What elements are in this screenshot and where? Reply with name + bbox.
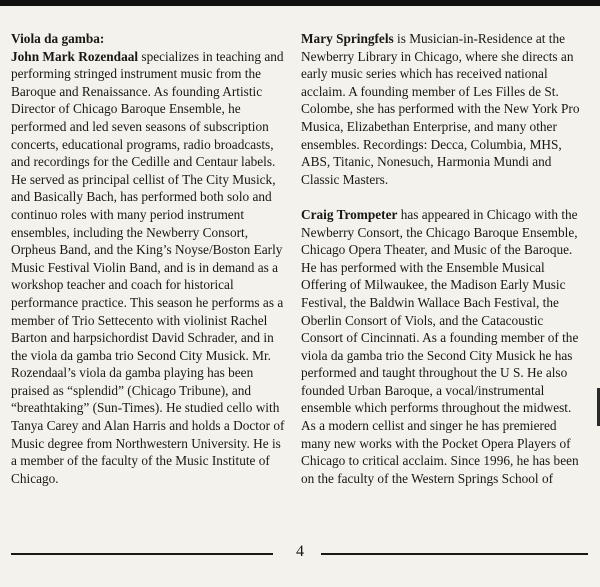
- bio-trompeter: [301, 206, 588, 488]
- bio-name: Mary Springfels: [301, 31, 394, 46]
- bio-rozendaal: [11, 30, 288, 487]
- bio-name: John Mark Rozendaal: [11, 48, 139, 64]
- page-footer: [0, 541, 600, 565]
- bio-name: Craig Trompeter: [301, 206, 398, 222]
- footer-rule-right: [321, 553, 588, 555]
- left-column: [11, 30, 288, 487]
- page-number: 4: [296, 543, 304, 560]
- top-border: [0, 0, 600, 6]
- section-heading: Viola da gamba:: [11, 31, 105, 46]
- bio-springfels: [301, 30, 588, 188]
- bio-text: is Musician-in-Residence at the Newberry Library in Chicago, where she directs an early music series which has received national acclaim. A founding member of Les Filles de St. Colombe, she has performed with the New York Pro Musica, Elizabethan Enterprise, and many other ensembles. Recordings: Decca, Columbia, MHS, ABS, Titanic, Nonesuch, Harmonia Mundi and Classic Masters.: [301, 31, 580, 187]
- bio-text: specializes in teaching and performing stringed instrument music from the Baroque and Renaissance. As founding Artistic Director of Chicago Baroque Ensemble, he performed and led seven seasons of subscription concerts, educational programs, radio broadcasts, and recordings for the Cedille and Centaur labels. He served as principal cellist of The City Musick, and Basically Bach, has performed both solo and continuo roles with many period instrument ensembles, including the Newberry Consort, Orpheus Band, and the King’s Noyse/Boston Early Music Festival Violin Band, and is in demand as a workshop teacher and coach for historical performance practice. This season he performs as a member of Trio Settecento with violinist Rachel Barton and harpsichordist David Schrader, and in the viola da gamba trio Second City Musick. Mr. Rozendaal’s viola da gamba playing has been praised as “splendid” (Chicago Tribune), and “breathtaking” (Sun-Times). He studied cello with Tanya Carey and Alan Harris and holds a Doctor of Music degree from Northwestern University. He is a member of the faculty of the Music Institute of Chicago.: [11, 48, 285, 486]
- bio-text: has appeared in Chicago with the Newberry Consort, the Chicago Baroque Ensemble, Chicago Opera Theater, and Music of the Baroque. He has performed with the Ensemble Musical Offering of Milwaukee, the Madison Early Music Festival, the Baldwin Wallace Bach Festival, the Oberlin Consort of Viols, and the Catacoustic Consort of Cincinnati. As a founding member of the viola da gamba trio the Second City Musick he has performed and taught throughout the U S. He also founded Urban Baroque, a vocal/instrumental ensemble which performs throughout the midwest. As a modern cellist and singer he has premiered many new works with the Pocket Opera Players of Chicago to critical acclaim. Since 1996, he has been on the faculty of the Western Springs School of: [301, 206, 579, 486]
- footer-rule-left: [11, 553, 273, 555]
- right-column: [301, 30, 588, 487]
